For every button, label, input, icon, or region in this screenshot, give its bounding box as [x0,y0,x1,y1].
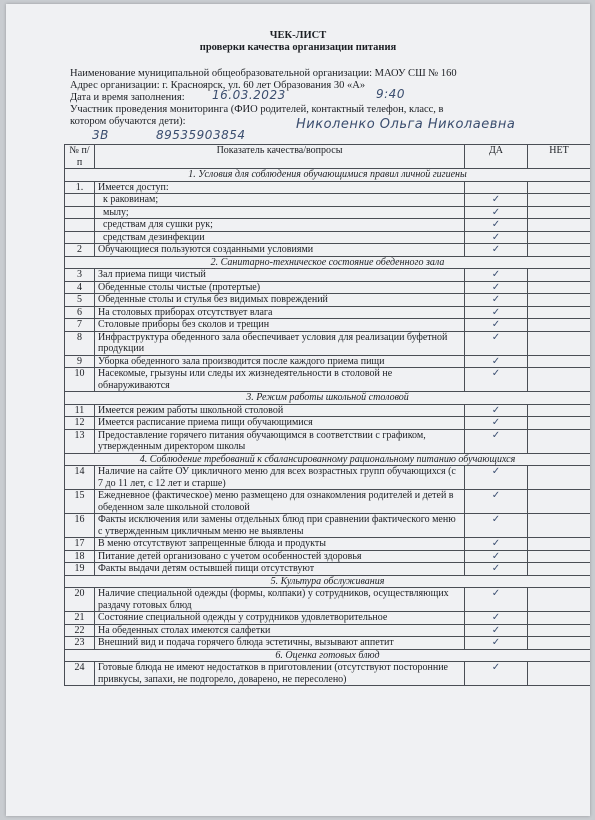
checklist-table [64,144,590,686]
checklist-page [6,4,590,816]
no-cell [528,206,591,219]
row-number: 2 [65,244,95,257]
table-row [65,331,591,355]
no-cell [528,417,591,430]
table-row [65,624,591,637]
table-row [65,612,591,625]
no-cell [528,368,591,392]
row-number: 13 [65,429,95,453]
table-header-row [65,145,591,169]
no-cell [528,538,591,551]
no-cell [528,490,591,514]
row-number: 7 [65,319,95,332]
handwritten-time: 9:40 [376,87,405,101]
row-number: 12 [65,417,95,430]
row-text: Факты выдачи детям остывшей пищи отсутствуют [95,563,465,576]
table-row [65,514,591,538]
row-number: 20 [65,588,95,612]
table-row [65,368,591,392]
row-text: средствам для сушки рук; [95,219,465,232]
row-text: Обеденные столы и стулья без видимых повреждений [95,294,465,307]
handwritten-name: Николенко Ольга Николаевна [296,117,516,132]
no-cell [528,612,591,625]
table-row [65,319,591,332]
row-text: Питание детей организовано с учетом особенностей здоровья [95,550,465,563]
no-cell [528,588,591,612]
row-number: 15 [65,490,95,514]
no-cell [528,319,591,332]
check-mark-icon: ✓ [465,331,528,355]
check-mark-icon: ✓ [465,429,528,453]
check-mark-icon: ✓ [465,368,528,392]
row-text: Обучающиеся пользуются созданными условиями [95,244,465,257]
table-row [65,219,591,232]
row-text: Факты исключения или замены отдельных блюд при сравнении фактического меню с утвержденным цикличным меню не выявлены [95,514,465,538]
row-number: 21 [65,612,95,625]
check-mark-icon: ✓ [465,588,528,612]
section-row [65,649,591,662]
table-row [65,181,591,194]
check-mark-icon: ✓ [465,306,528,319]
row-number: 5 [65,294,95,307]
check-mark-icon: ✓ [465,294,528,307]
no-cell [528,269,591,282]
row-text: Наличие на сайте ОУ цикличного меню для всех возрастных групп обучающихся (с 7 до 11 лет, с 12 лет и старше) [95,466,465,490]
table-row [65,404,591,417]
row-text: Имеется расписание приема пищи обучающимися [95,417,465,430]
row-number: 8 [65,331,95,355]
no-cell [528,219,591,232]
row-number: 11 [65,404,95,417]
no-cell [528,466,591,490]
row-number [65,206,95,219]
row-text: Состояние специальной одежды у сотрудников удовлетворительное [95,612,465,625]
no-cell [528,563,591,576]
check-mark-icon: ✓ [465,404,528,417]
row-text: Насекомые, грызуны или следы их жизнедеятельности в столовой не обнаруживаются [95,368,465,392]
check-mark-icon: ✓ [465,514,528,538]
table-row [65,206,591,219]
no-cell [528,662,591,686]
check-mark-icon: ✓ [465,612,528,625]
check-mark-icon: ✓ [465,662,528,686]
row-number: 4 [65,281,95,294]
organization-line: Наименование муниципальной общеобразовательной организации: МАОУ СШ № 160 [70,68,457,79]
check-mark-icon: ✓ [465,269,528,282]
table-row [65,550,591,563]
table-row [65,231,591,244]
no-cell [528,637,591,650]
no-cell [528,514,591,538]
yes-cell [465,181,528,194]
table-row [65,429,591,453]
check-mark-icon: ✓ [465,624,528,637]
row-text: В меню отсутствуют запрещенные блюда и продукты [95,538,465,551]
row-number: 10 [65,368,95,392]
no-cell [528,306,591,319]
section-row [65,256,591,269]
row-text: к раковинам; [95,194,465,207]
check-mark-icon: ✓ [465,417,528,430]
table-row [65,417,591,430]
section-title: 4. Соблюдение требований к сбалансированному рациональному питанию обучающихся [65,453,591,466]
no-cell [528,624,591,637]
table-row [65,466,591,490]
section-title: 5. Культура обслуживания [65,575,591,588]
row-text: мылу; [95,206,465,219]
no-cell [528,550,591,563]
row-number: 24 [65,662,95,686]
date-label: Дата и время заполнения: [70,92,185,103]
no-cell [528,331,591,355]
check-mark-icon: ✓ [465,550,528,563]
check-mark-icon: ✓ [465,538,528,551]
participant-line-2: котором обучаются дети): [70,116,186,127]
handwritten-date: 16.03.2023 [212,88,286,102]
row-number: 17 [65,538,95,551]
row-text: Наличие специальной одежды (формы, колпаки) у сотрудников, осуществляющих раздачу готовых блюд [95,588,465,612]
no-cell [528,281,591,294]
check-mark-icon: ✓ [465,206,528,219]
section-title: 6. Оценка готовых блюд [65,649,591,662]
check-mark-icon: ✓ [465,490,528,514]
row-number: 19 [65,563,95,576]
no-cell [528,429,591,453]
no-cell [528,231,591,244]
section-title: 3. Режим работы школьной столовой [65,392,591,405]
row-number: 6 [65,306,95,319]
row-text: средствам дезинфекции [95,231,465,244]
no-cell [528,294,591,307]
handwritten-phone: 89535903854 [156,128,246,142]
no-cell [528,404,591,417]
row-text: Имеется доступ: [95,181,465,194]
header-no: НЕТ [528,145,591,169]
row-number: 22 [65,624,95,637]
row-number [65,194,95,207]
table-row [65,269,591,282]
row-text: На обеденных столах имеются салфетки [95,624,465,637]
section-row [65,575,591,588]
check-mark-icon: ✓ [465,219,528,232]
row-text: Уборка обеденного зала производится после каждого приема пищи [95,355,465,368]
row-number: 14 [65,466,95,490]
header-num: № п/п [65,145,95,169]
table-row [65,637,591,650]
row-text: Зал приема пищи чистый [95,269,465,282]
section-row [65,392,591,405]
check-mark-icon: ✓ [465,319,528,332]
row-text: Готовые блюда не имеют недостатков в приготовлении (отсутствуют посторонние привкусы, запахи, не подгорело, доварено, не пересолено) [95,662,465,686]
row-text: Предоставление горячего питания обучающимся в соответствии с графиком, утвержденным директором школы [95,429,465,453]
table-row [65,355,591,368]
row-text: Имеется режим работы школьной столовой [95,404,465,417]
no-cell [528,355,591,368]
check-mark-icon: ✓ [465,244,528,257]
participant-line-1: Участник проведения мониторинга (ФИО родителей, контактный телефон, класс, в [70,104,444,115]
check-mark-icon: ✓ [465,637,528,650]
row-number: 23 [65,637,95,650]
table-row [65,563,591,576]
row-text: Столовые приборы без сколов и трещин [95,319,465,332]
table-row [65,538,591,551]
no-cell [528,194,591,207]
section-title: 2. Санитарно-техническое состояние обеденного зала [65,256,591,269]
check-mark-icon: ✓ [465,563,528,576]
section-row [65,453,591,466]
row-number: 3 [65,269,95,282]
table-row [65,281,591,294]
handwritten-class: 3В [92,128,109,142]
row-number: 16 [65,514,95,538]
check-mark-icon: ✓ [465,194,528,207]
check-mark-icon: ✓ [465,281,528,294]
table-row [65,194,591,207]
doc-title: ЧЕК-ЛИСТ [269,30,327,41]
no-cell [528,244,591,257]
doc-subtitle: проверки качества организации питания [199,42,397,53]
row-number: 18 [65,550,95,563]
table-row [65,294,591,307]
row-number [65,219,95,232]
check-mark-icon: ✓ [465,231,528,244]
row-text: Инфраструктура обеденного зала обеспечивает условия для реализации буфетной продукции [95,331,465,355]
check-mark-icon: ✓ [465,355,528,368]
section-row [65,169,591,182]
table-row [65,490,591,514]
row-number [65,231,95,244]
table-row [65,306,591,319]
row-text: На столовых приборах отсутствует влага [95,306,465,319]
row-text: Обеденные столы чистые (протертые) [95,281,465,294]
row-text: Ежедневное (фактическое) меню размещено для ознакомления родителей и детей в обеденном зале школьной столовой [95,490,465,514]
row-number: 1. [65,181,95,194]
table-row [65,588,591,612]
no-cell [528,181,591,194]
section-title: 1. Условия для соблюдения обучающимися правил личной гигиены [65,169,591,182]
table-row [65,244,591,257]
address-line: Адрес организации: г. Красноярск, ул. 60 лет Образования 30 «А» [70,80,366,91]
check-mark-icon: ✓ [465,466,528,490]
row-number: 9 [65,355,95,368]
header-question: Показатель качества/вопросы [95,145,465,169]
row-text: Внешний вид и подача горячего блюда эстетичны, вызывают аппетит [95,637,465,650]
header-yes: ДА [465,145,528,169]
table-row [65,662,591,686]
